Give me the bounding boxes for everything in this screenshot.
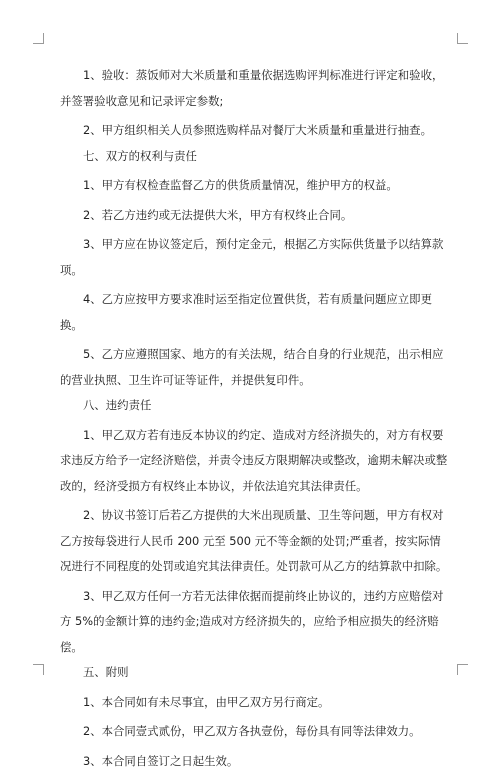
section-heading-liability: 八、违约责任	[60, 393, 452, 419]
corner-mark-top-right	[457, 33, 468, 44]
paragraph-liability-2: 2、协议书签订后若乙方提供的大米出现质量、卫生等问题，甲方有权对乙方按每袋进行人民币 200 元至 500 元不等金额的处罚;严重者，按实际情况进行不同程度的处罚或追究其法律责任。处罚款可从乙方的结算款中扣除。	[60, 503, 452, 580]
paragraph-rights-5: 5、乙方应遵照国家、地方的有关法规，结合自身的行业规范，出示相应的营业执照、卫生许可证等证件，并提供复印件。	[60, 342, 452, 393]
paragraph-rights-3: 3、甲方应在协议签定后，预付定金元，根据乙方实际供货量予以结算款项。	[60, 232, 452, 283]
paragraph-liability-3: 3、甲乙双方任何一方若无法律依据而提前终止协议的，违约方应赔偿对方 5%的金额计算的违约金;造成对方经济损失的，应给予相应损失的经济赔偿。	[60, 584, 452, 661]
paragraph-liability-1: 1、甲乙双方若有违反本协议的约定、造成对方经济损失的，对方有权要求违反方给予一定经济赔偿，并责令违反方限期解决或整改，逾期未解决或整改的，经济受损方有权终止本协议，并依法追究其法律责任。	[60, 423, 452, 500]
paragraph-supplementary-2: 2、本合同壹式贰份，甲乙双方各执壹份，每份具有同等法律效力。	[60, 719, 452, 745]
paragraph-rights-1: 1、甲方有权检查监督乙方的供货质量情况，维护甲方的权益。	[60, 173, 452, 199]
paragraph-rights-2: 2、若乙方违约或无法提供大米，甲方有权终止合同。	[60, 203, 452, 229]
paragraph-rights-4: 4、乙方应按甲方要求准时运至指定位置供货，若有质量问题应立即更换。	[60, 287, 452, 338]
corner-mark-top-left	[33, 33, 44, 44]
paragraph-acceptance-1: 1、验收：蒸饭师对大米质量和重量依据选购评判标准进行评定和验收，并签署验收意见和记录评定参数;	[60, 63, 452, 114]
corner-mark-bottom-right	[457, 664, 468, 675]
corner-mark-bottom-left	[33, 664, 44, 675]
paragraph-acceptance-2: 2、甲方组织相关人员参照选购样品对餐厅大米质量和重量进行抽查。	[60, 118, 452, 144]
section-heading-rights: 七、双方的权利与责任	[60, 144, 452, 170]
section-heading-supplementary: 五、附则	[60, 660, 452, 686]
paragraph-supplementary-3: 3、本合同自签订之日起生效。	[60, 749, 452, 774]
paragraph-supplementary-1: 1、本合同如有未尽事宜，由甲乙双方另行商定。	[60, 690, 452, 716]
document-body	[60, 63, 452, 774]
